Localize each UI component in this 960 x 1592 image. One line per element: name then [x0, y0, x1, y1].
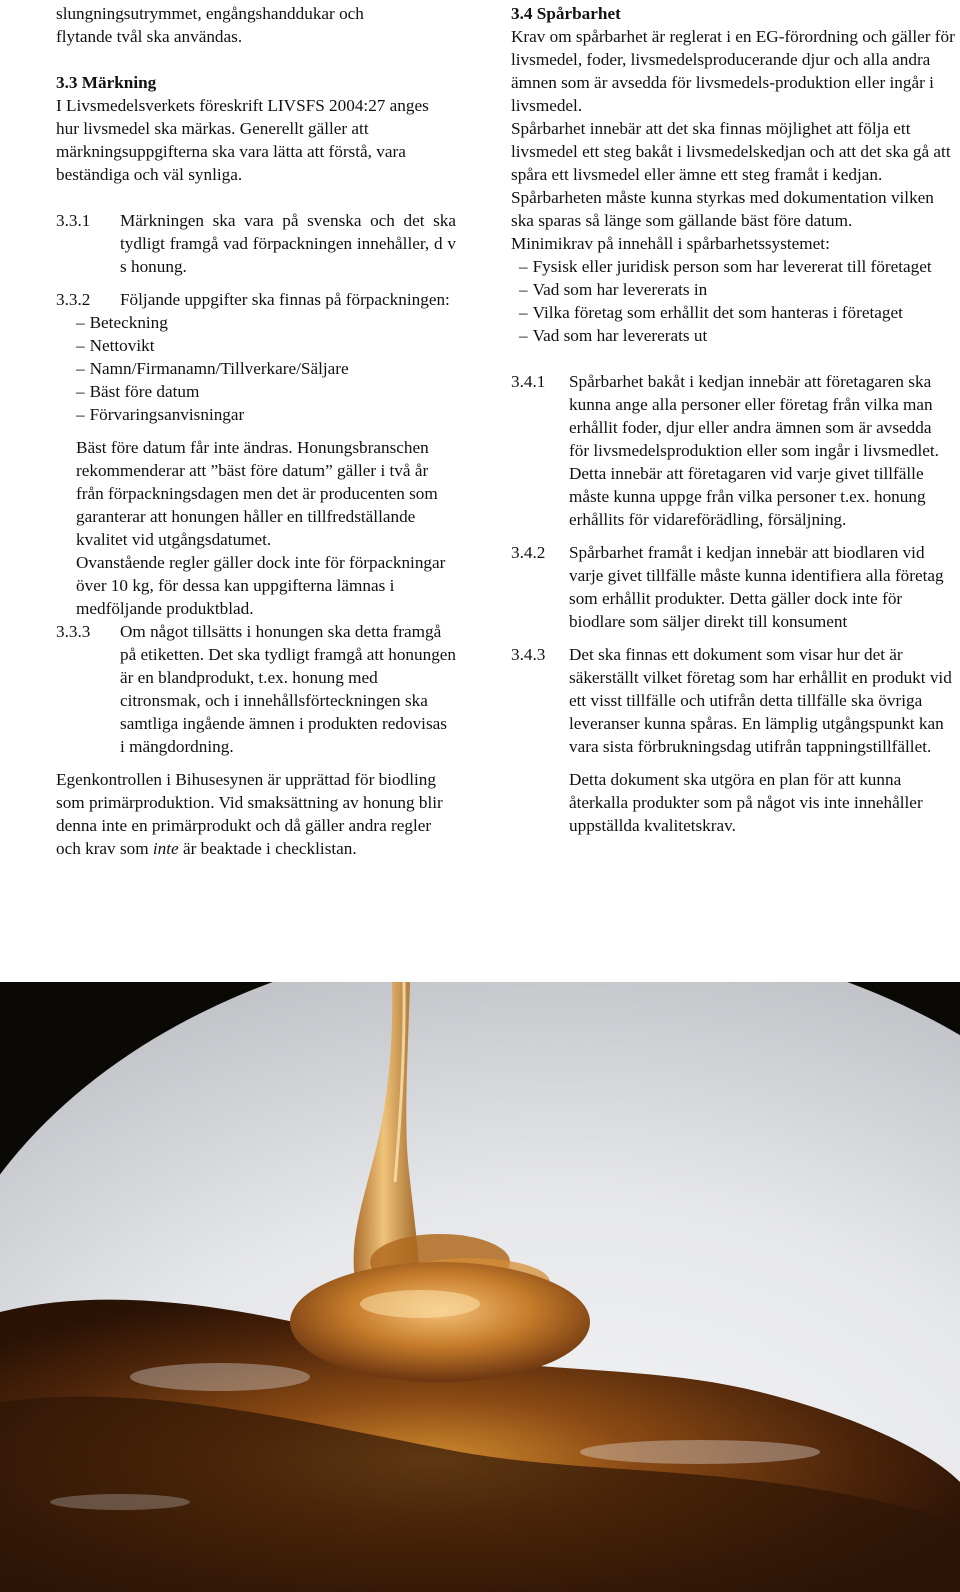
subsection-number: 3.3.3	[56, 622, 91, 641]
list-item: – Vilka företag som erhållit det som hanteras i företaget	[519, 303, 903, 322]
subsection-3-4-2	[511, 541, 955, 633]
subsection-3-4-3	[511, 643, 955, 758]
traceability-requirements-list	[511, 255, 955, 347]
required-labels-list	[56, 311, 456, 426]
list-item: – Fysisk eller juridisk person som har levererat till företaget	[519, 257, 932, 276]
left-column	[56, 2, 456, 860]
bulk-packaging-paragraph: Ovanstående regler gäller dock inte för förpackningar över 10 kg, för dessa kan uppgifterna lämnas i medföljande produktblad.	[76, 553, 446, 618]
list-item: – Nettovikt	[76, 336, 155, 355]
subsection-number: 3.3.1	[56, 211, 91, 230]
right-column	[511, 2, 955, 837]
minimum-requirements-label: Minimikrav på innehåll i spårbarhetssystemet:	[511, 234, 830, 253]
subsection-3-3-1	[56, 209, 456, 278]
best-before-paragraph: Bäst före datum får inte ändras. Honungsbranschen rekommenderar att ”bäst före datum” gäller i två år från förpackningsdagen men det är producenten som garanterar att honungen håller en tillfredställande kvalitet vid utgångsdatumet.	[76, 438, 438, 549]
subsection-text: Om något tillsätts i honungen ska detta framgå på etiketten. Det ska tydligt framgå att honungen är en blandprodukt, t.ex. honung med citronsmak, och i innehållsförteckningen ska samtliga ingående ämnen i produkten redovisas i mängdordning.	[120, 622, 457, 756]
section-3-4-text: Krav om spårbarhet är reglerat i en EG-förordning och gäller för livsmedel, foder, livsmedelsproducerande djur och alla andra ämnen som är avsedda för livsmedels-produktion eller ingår i livsmedel.	[511, 27, 955, 115]
subsection-number: 3.4.3	[511, 645, 546, 664]
intro-text-line: slungningsutrymmet, engångshanddukar och	[56, 4, 364, 23]
list-item: – Vad som har levererats ut	[519, 326, 708, 345]
list-item: – Namn/Firmanamn/Tillverkare/Säljare	[76, 359, 349, 378]
recall-plan-paragraph-wrap	[511, 768, 955, 837]
subsection-text: Spårbarhet framåt i kedjan innebär att biodlaren vid varje givet tillfälle måste kunna identifiera alla företag som erhållit produkter. Detta gäller dock inte för biodlare som säljer direkt till konsument	[569, 543, 944, 631]
section-3-4-text: Spårbarhet innebär att det ska finnas möjlighet att följa ett livsmedel ett steg bakåt i livsmedelskedjan och att det ska gå att spåra ett livsmedel eller ämne ett steg framåt i kedjan. Spårbarheten måste kunna styrkas med dokumentation vilken ska sparas så länge som gällande bäst före datum.	[511, 119, 951, 230]
subsection-3-3-2	[56, 288, 456, 311]
subsection-text: Det ska finnas ett dokument som visar hur det är säkerställt vilket företag som har erhållit en produkt vid ett visst tillfälle och utifrån detta tillfälle ska övriga leveranser kunna spåras. En lämplig utgångspunkt kan vara sista förbrukningsdag utifrån tappningstillfället.	[569, 645, 952, 756]
primary-production-paragraph: Egenkontrollen i Bihusesynen är upprättad för biodling som primärproduktion. Vid smaksättning av honung blir denna inte en primärprodukt och då gäller andra regler och krav som inte är beaktade i checklistan.	[56, 770, 443, 858]
list-item: – Vad som har levererats in	[519, 280, 708, 299]
list-item: – Förvaringsanvisningar	[76, 405, 245, 424]
subsection-text: Spårbarhet bakåt i kedjan innebär att företagaren ska kunna ange alla personer eller företag från vilka man erhållit foder, djur eller andra ämnen som är avsedda för livsmedelsproduktion eller som ingår i livsmedlet. Detta innebär att företagaren vid varje givet tillfälle måste kunna uppge från vilka personer t.ex. honung erhållits för vidareförädling, försäljning.	[569, 372, 939, 529]
section-heading-3-4: 3.4 Spårbarhet	[511, 4, 621, 23]
subsection-3-3-3	[56, 620, 456, 758]
honey-pouring-photo	[0, 982, 960, 1592]
section-heading-3-3: 3.3 Märkning	[56, 73, 157, 92]
subsection-text: Följande uppgifter ska finnas på förpackningen:	[120, 290, 450, 309]
list-item: – Bäst före datum	[76, 382, 200, 401]
section-3-3-text: I Livsmedelsverkets föreskrift LIVSFS 2004:27 anges hur livsmedel ska märkas. Generellt gäller att märkningsuppgifterna ska vara lätta att förstå, vara beständiga och väl synliga.	[56, 96, 429, 184]
subsection-number: 3.3.2	[56, 290, 91, 309]
subsection-number: 3.4.2	[511, 543, 546, 562]
recall-plan-paragraph: Detta dokument ska utgöra en plan för att kunna återkalla produkter som på något vis inte innehåller uppställda kvalitetskrav.	[569, 770, 923, 835]
subsection-3-4-1	[511, 370, 955, 531]
subsection-text: Märkningen ska vara på svenska och det ska tydligt framgå vad förpackningen innehåller, d v s honung.	[120, 211, 456, 276]
intro-text-line: flytande tvål ska användas.	[56, 27, 243, 46]
honey-photo-illustration	[0, 982, 960, 1592]
emphasis-text: inte	[152, 839, 179, 858]
subsection-number: 3.4.1	[511, 372, 546, 391]
list-item: – Beteckning	[76, 313, 168, 332]
